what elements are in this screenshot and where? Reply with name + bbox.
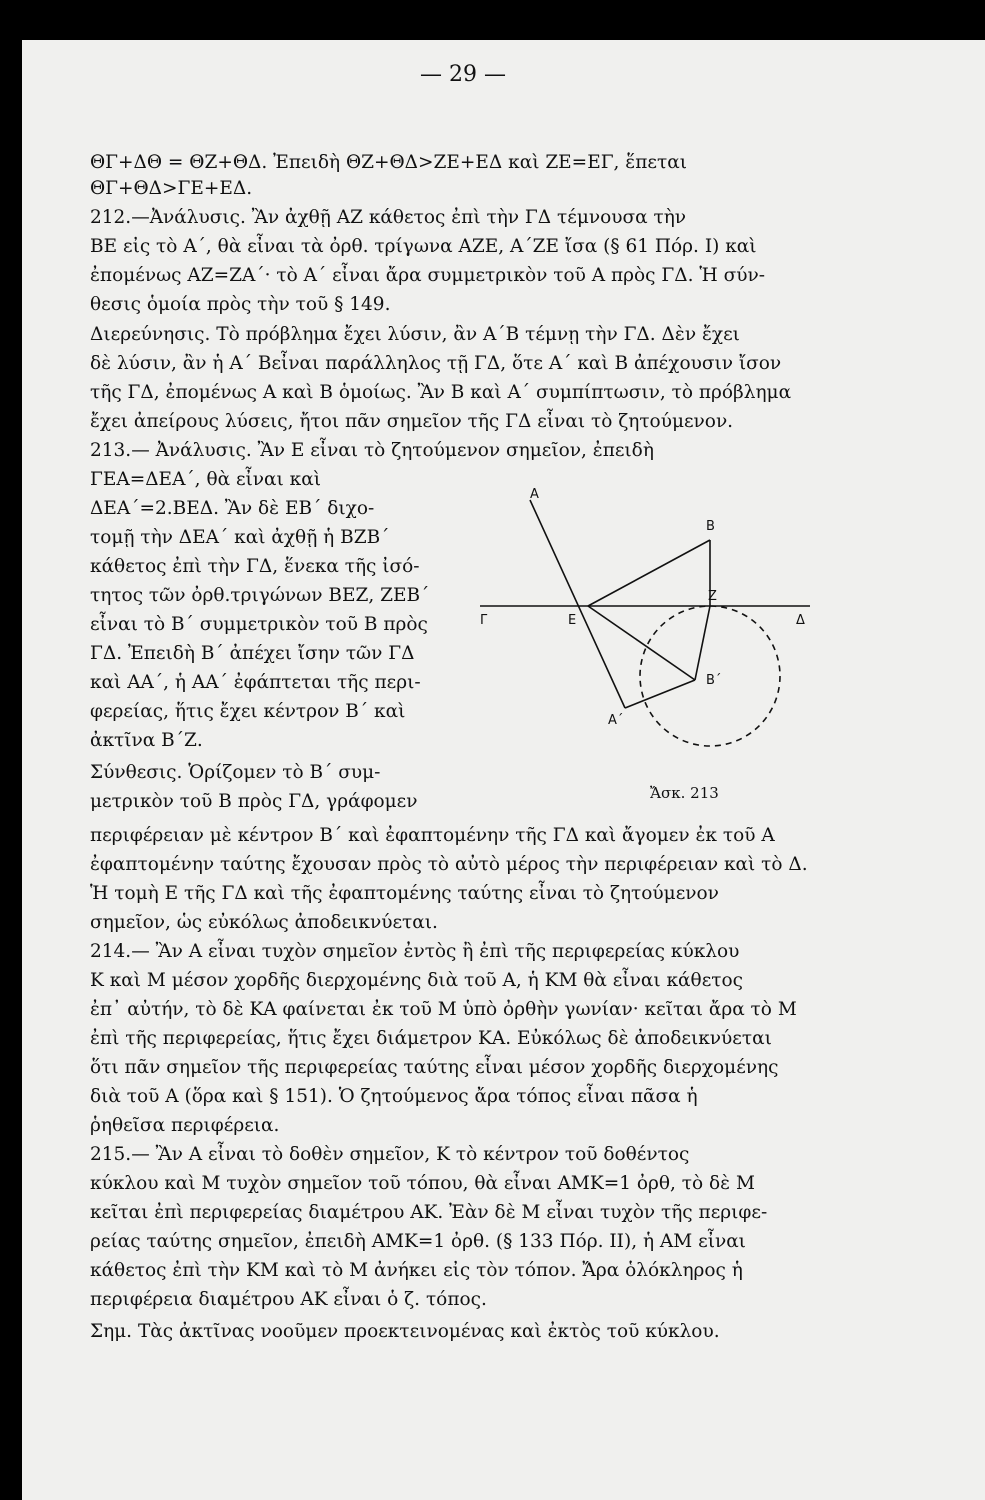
text-line: εἶναι τὸ Β΄ συμμετρικὸν τοῦ Β πρὸς bbox=[90, 614, 428, 635]
text-line: ΘΓ+ΘΔ>ΓΕ+ΕΔ. bbox=[90, 178, 253, 199]
text-line: ΓΔ. Ἐπειδὴ Β΄ ἀπέχει ἴσην τῶν ΓΔ bbox=[90, 643, 415, 664]
line-E-Bp bbox=[588, 606, 695, 680]
text-line: ΓΕΑ=ΔΕΑ΄, θὰ εἶναι καὶ bbox=[90, 469, 321, 490]
text-line: Ἡ τομὴ Ε τῆς ΓΔ καὶ τῆς ἐφαπτομένης ταύτης εἶναι τὸ ζητούμενον bbox=[90, 883, 719, 904]
geometry-figure bbox=[470, 480, 850, 790]
text-line: ἐπ᾽ αὐτήν, τὸ δὲ ΚΑ φαίνεται ἐκ τοῦ Μ ὑπὸ ὀρθὴν γωνίαν· κεῖται ἄρα τὸ Μ bbox=[90, 999, 797, 1020]
text-line: μετρικὸν τοῦ Β πρὸς ΓΔ, γράφομεν bbox=[90, 791, 418, 812]
line-Z-Bp bbox=[695, 606, 710, 680]
text-line: τομῇ τὴν ΔΕΑ΄ καὶ ἀχθῇ ἡ ΒΖΒ΄ bbox=[90, 527, 390, 548]
text-line: κύκλου καὶ Μ τυχὸν σημεῖον τοῦ τόπου, θὰ εἶναι ΑΜΚ=1 ὀρθ, τὸ δὲ Μ bbox=[90, 1173, 755, 1194]
text-line: Κ καὶ Μ μέσον χορδῆς διερχομένης διὰ τοῦ Α, ἡ ΚΜ θὰ εἶναι κάθετος bbox=[90, 970, 744, 991]
text-line: ἀκτῖνα Β΄Ζ. bbox=[90, 730, 203, 751]
text-line: φερείας, ἥτις ἔχει κέντρον Β΄ καὶ bbox=[90, 701, 406, 722]
label-Bp: B΄ bbox=[706, 673, 722, 688]
text-line: ῥηθεῖσα περιφέρεια. bbox=[90, 1115, 280, 1136]
text-line: θεσις ὁμοία πρὸς τὴν τοῦ § 149. bbox=[90, 294, 391, 315]
line-Bp-Ap bbox=[625, 680, 695, 708]
label-Z: Z bbox=[708, 589, 717, 604]
text-line: κεῖται ἐπὶ περιφερείας διαμέτρου ΑΚ. Ἐὰν δὲ Μ εἶναι τυχὸν τῆς περιφε- bbox=[90, 1202, 768, 1223]
text-line: Σημ. Τὰς ἀκτῖνας νοοῦμεν προεκτεινομένας καὶ ἐκτὸς τοῦ κύκλου. bbox=[90, 1321, 720, 1342]
text-line: ΘΓ+ΔΘ = ΘΖ+ΘΔ. Ἐπειδὴ ΘΖ+ΘΔ>ΖΕ+ΕΔ καὶ ΖΕ=ΕΓ, ἕπεται bbox=[90, 152, 687, 173]
text-line: περιφέρεια διαμέτρου ΑΚ εἶναι ὁ ζ. τόπος. bbox=[90, 1289, 487, 1310]
label-G: Γ bbox=[480, 613, 488, 628]
text-line: τητος τῶν ὀρθ.τριγώνων ΒΕΖ, ΖΕΒ΄ bbox=[90, 585, 430, 606]
text-line: ΔΕΑ΄=2.ΒΕΔ. Ἂν δὲ ΕΒ΄ διχο- bbox=[90, 498, 375, 519]
label-E: E bbox=[568, 613, 577, 628]
text-line: τῆς ΓΔ, ἐπομένως Α καὶ Β ὁμοίως. Ἂν Β καὶ Α΄ συμπίπτωσιν, τὸ πρόβλημα bbox=[90, 382, 792, 403]
text-line: 212.—Ἀνάλυσις. Ἂν ἀχθῇ ΑΖ κάθετος ἐπὶ τὴν ΓΔ τέμνουσα τὴν bbox=[90, 207, 687, 228]
label-D: Δ bbox=[796, 613, 805, 628]
text-line: 214.— Ἂν Α εἶναι τυχὸν σημεῖον ἐντὸς ἢ ἐπὶ τῆς περιφερείας κύκλου bbox=[90, 941, 740, 962]
text-line: Διερεύνησις. Τὸ πρόβλημα ἔχει λύσιν, ἂν Α΄Β τέμνῃ τὴν ΓΔ. Δὲν ἔχει bbox=[90, 324, 740, 345]
text-line: ἐφαπτομένην ταύτης ἔχουσαν πρὸς τὸ αὐτὸ μέρος τὴν περιφέρειαν καὶ τὸ Δ. bbox=[90, 854, 808, 875]
line-A-Ap bbox=[530, 500, 625, 708]
text-line: περιφέρειαν μὲ κέντρον Β΄ καὶ ἐφαπτομένην τῆς ΓΔ καὶ ἄγομεν ἐκ τοῦ Α bbox=[90, 825, 775, 846]
text-line: ἔχει ἀπείρους λύσεις, ἤτοι πᾶν σημεῖον τῆς ΓΔ εἶναι τὸ ζητούμενον. bbox=[90, 411, 734, 432]
label-B: B bbox=[706, 519, 715, 534]
text-line: ρείας ταύτης σημεῖον, ἐπειδὴ ΑΜΚ=1 ὀρθ. (§ 133 Πόρ. II), ἡ ΑΜ εἶναι bbox=[90, 1231, 746, 1252]
text-line: Σύνθεσις. Ὁρίζομεν τὸ Β΄ συμ- bbox=[90, 762, 381, 783]
figure-caption: Ἄσκ. 213 bbox=[650, 784, 719, 802]
label-Ap: A΄ bbox=[608, 713, 624, 728]
text-line: καὶ ΑΑ΄, ἡ ΑΑ΄ ἐφάπτεται τῆς περι- bbox=[90, 672, 421, 693]
text-line: 213.— Ἀνάλυσις. Ἂν Ε εἶναι τὸ ζητούμενον σημεῖον, ἐπειδὴ bbox=[90, 440, 654, 461]
line-E-B bbox=[588, 540, 710, 606]
text-line: κάθετος ἐπὶ τὴν ΓΔ, ἕνεκα τῆς ἰσό- bbox=[90, 556, 420, 577]
text-line: σημεῖον, ὡς εὐκόλως ἀποδεικνύεται. bbox=[90, 912, 438, 933]
text-line: ἐπομένως ΑΖ=ΖΑ΄· τὸ Α΄ εἶναι ἄρα συμμετρικὸν τοῦ Α πρὸς ΓΔ. Ἡ σύν- bbox=[90, 265, 765, 286]
text-line: ὅτι πᾶν σημεῖον τῆς περιφερείας ταύτης εἶναι μέσον χορδῆς διερχομένης bbox=[90, 1057, 779, 1078]
text-line: ἐπὶ τῆς περιφερείας, ἥτις ἔχει διάμετρον ΚΑ. Εὐκόλως δὲ ἀποδεικνύεται bbox=[90, 1028, 772, 1049]
text-line: δὲ λύσιν, ἂν ἡ Α΄ Βεἶναι παράλληλος τῇ ΓΔ, ὅτε Α΄ καὶ Β ἀπέχουσιν ἴσον bbox=[90, 353, 782, 374]
text-line: ΒΕ εἰς τὸ Α΄, θὰ εἶναι τὰ ὀρθ. τρίγωνα ΑΖΕ, Α΄ΖΕ ἴσα (§ 61 Πόρ. I) καὶ bbox=[90, 236, 757, 257]
text-line: διὰ τοῦ Α (ὅρα καὶ § 151). Ὁ ζητούμενος ἄρα τόπος εἶναι πᾶσα ἡ bbox=[90, 1086, 698, 1107]
label-A: A bbox=[530, 487, 539, 502]
text-line: 215.— Ἂν Α εἶναι τὸ δοθὲν σημεῖον, Κ τὸ κέντρον τοῦ δοθέντος bbox=[90, 1144, 690, 1165]
text-line: κάθετος ἐπὶ τὴν ΚΜ καὶ τὸ Μ ἀνήκει εἰς τὸν τόπον. Ἄρα ὁλόκληρος ἡ bbox=[90, 1260, 743, 1281]
page-number: — 29 — bbox=[420, 62, 506, 87]
